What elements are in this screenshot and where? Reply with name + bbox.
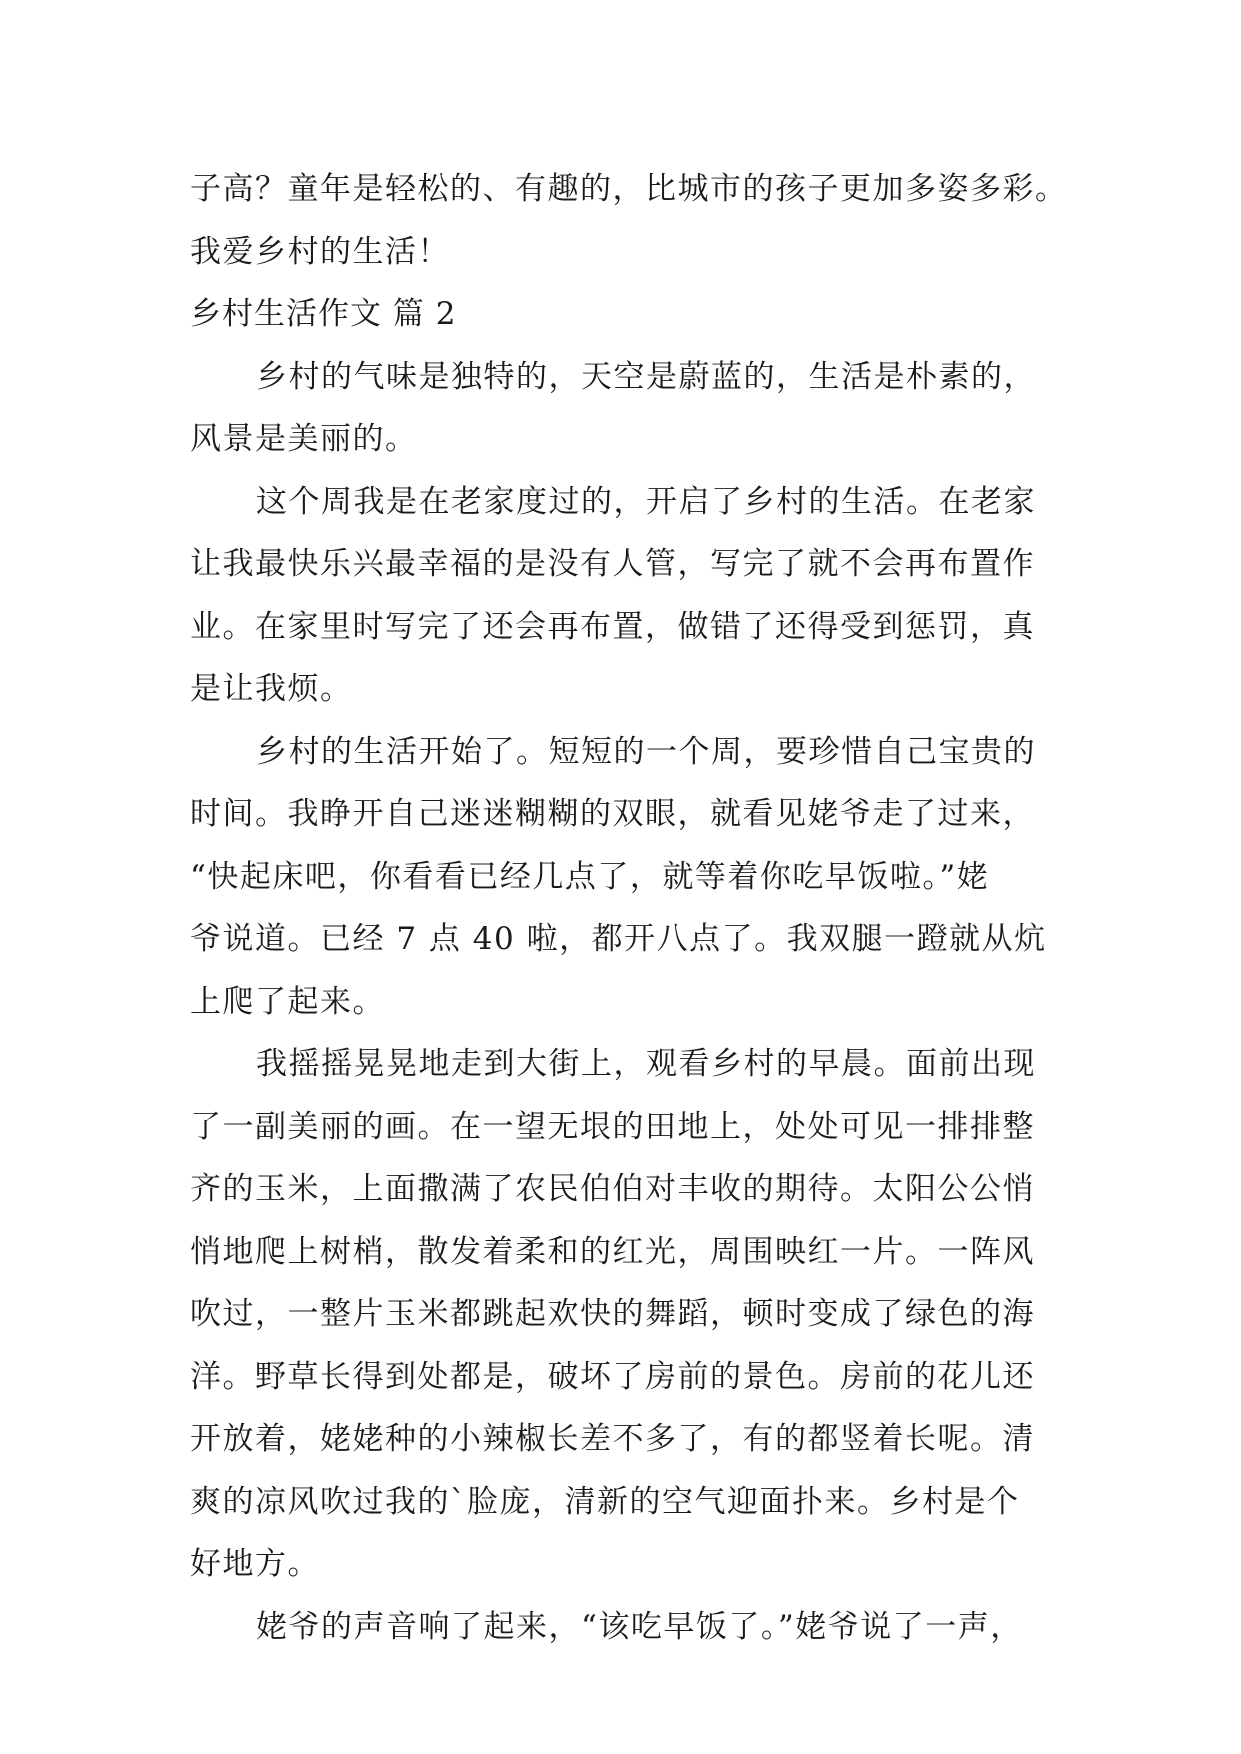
text-line: 好地方。 <box>190 1546 320 1582</box>
text-line: 让我最快乐兴最幸福的是没有人管，写完了就不会再布置作 <box>190 546 1035 582</box>
text-line: 齐的玉米，上面撒满了农民伯伯对丰收的期待。太阳公公悄 <box>190 1171 1035 1207</box>
text-line: 子高？童年是轻松的、有趣的，比城市的孩子更加多姿多彩。 <box>190 171 1068 207</box>
text-line: 业。在家里时写完了还会再布置，做错了还得受到惩罚，真 <box>190 608 1035 645</box>
text-line: 爽的凉风吹过我的`脸庞，清新的空气迎面扑来。乡村是个 <box>190 1483 1020 1520</box>
text-line: “快起床吧，你看看已经几点了，就等着你吃早饭啦。”姥 <box>190 858 990 895</box>
section-heading: 乡村生活作文 篇 2 <box>190 296 457 332</box>
text-line: 爷说道。已经 7 点 40 啦，都开八点了。我双腿一蹬就从炕 <box>190 921 1047 957</box>
document-body <box>190 158 1070 1658</box>
text-line: 了一副美丽的画。在一望无垠的田地上，处处可见一排排整 <box>190 1108 1035 1145</box>
text-line: 上爬了起来。 <box>190 983 385 1020</box>
text-line: 吹过，一整片玉米都跳起欢快的舞蹈，顿时变成了绿色的海 <box>190 1296 1035 1332</box>
text-line: 开放着，姥姥种的小辣椒长差不多了，有的都竖着长呢。清 <box>190 1421 1035 1457</box>
text-line: 我爱乡村的生活！ <box>190 233 450 270</box>
text-line: 洋。野草长得到处都是，破坏了房前的景色。房前的花儿还 <box>190 1358 1035 1395</box>
paragraph-first-line: 乡村的生活开始了。短短的一个周，要珍惜自己宝贵的 <box>256 733 1036 770</box>
text-line: 风景是美丽的。 <box>190 421 418 457</box>
paragraph-first-line: 这个周我是在老家度过的，开启了乡村的生活。在老家 <box>256 483 1036 520</box>
paragraph-first-line: 乡村的气味是独特的，天空是蔚蓝的，生活是朴素的， <box>256 358 1036 395</box>
text-line: 是让我烦。 <box>190 671 353 707</box>
paragraph-first-line: 姥爷的声音响了起来，“该吃早饭了。”姥爷说了一声， <box>256 1608 1023 1645</box>
paragraph-first-line: 我摇摇晃晃地走到大街上，观看乡村的早晨。面前出现 <box>256 1046 1036 1082</box>
text-line: 悄地爬上树梢，散发着柔和的红光，周围映红一片。一阵风 <box>190 1233 1035 1270</box>
text-line: 时间。我睁开自己迷迷糊糊的双眼，就看见姥爷走了过来， <box>190 796 1035 832</box>
